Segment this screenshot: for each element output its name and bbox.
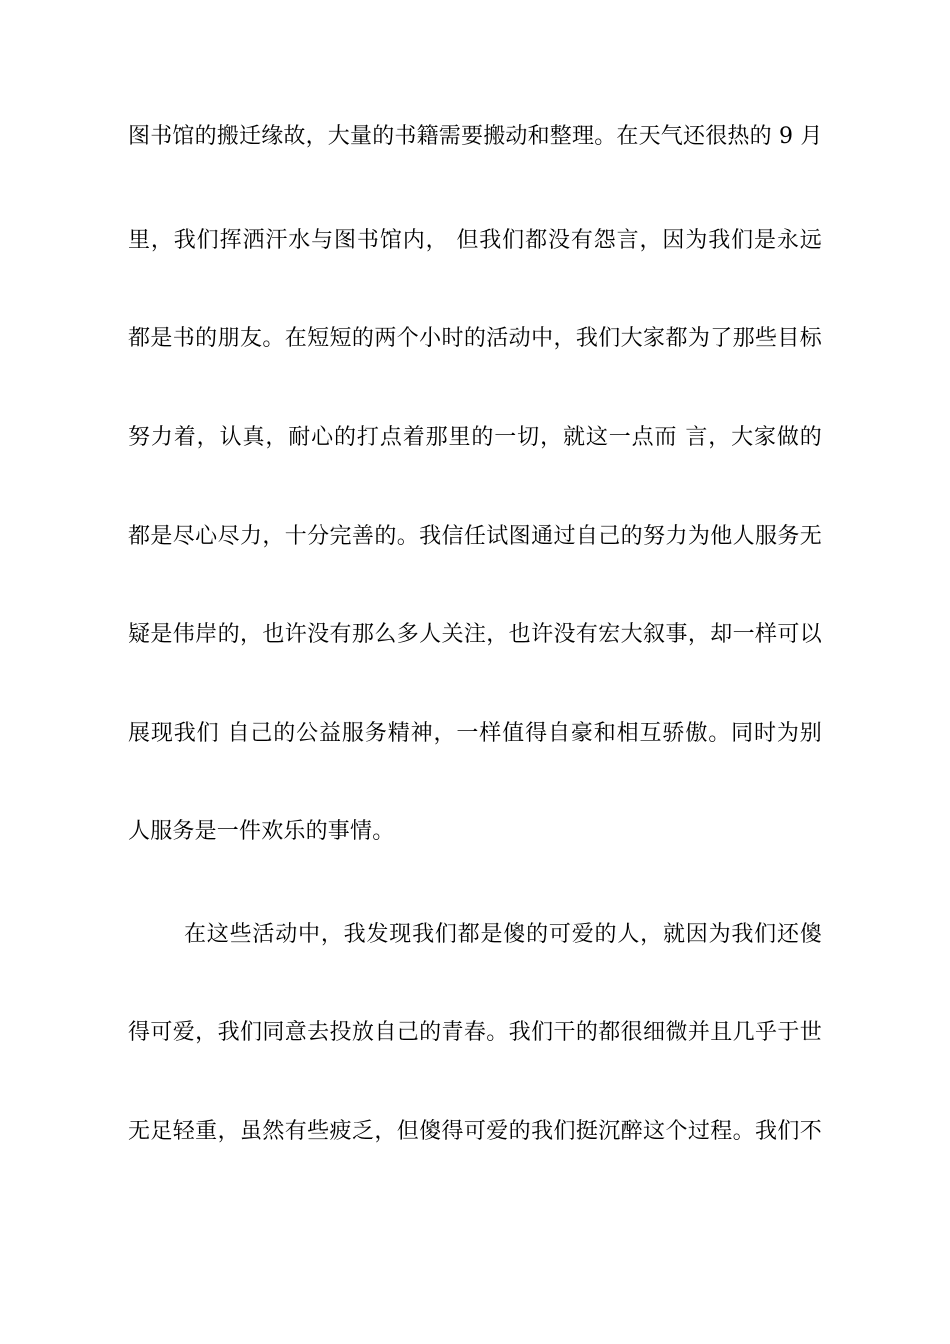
text-line: 图书馆的搬迁缘故，大量的书籍需要搬动和整理。在天气还很热的 9 月 bbox=[128, 124, 823, 149]
text-line: 人服务是一件欢乐的事情。 bbox=[128, 819, 395, 844]
text-line: 无足轻重，虽然有些疲乏，但傻得可爱的我们挺沉醉这个过程。我们不 bbox=[128, 1119, 822, 1144]
text-line: 里，我们挥洒汗水与图书馆内， 但我们都没有怨言，因为我们是永远 bbox=[128, 228, 822, 253]
text-line: 都是尽心尽力，十分完善的。我信任试图通过自己的努力为他人服务无 bbox=[128, 524, 822, 549]
text-line: 疑是伟岸的，也许没有那么多人关注，也许没有宏大叙事，却一样可以 bbox=[128, 622, 822, 647]
text-line: 得可爱，我们同意去投放自己的青春。我们干的都很细微并且几乎于世 bbox=[128, 1020, 822, 1045]
text-line: 努力着，认真，耐心的打点着那里的一切，就这一点而 言，大家做的 bbox=[128, 425, 822, 450]
text-line: 都是书的朋友。在短短的两个小时的活动中，我们大家都为了那些目标 bbox=[128, 326, 822, 351]
text-line: 展现我们 自己的公益服务精神，一样值得自豪和相互骄傲。同时为别 bbox=[128, 721, 822, 746]
text-line: 在这些活动中，我发现我们都是傻的可爱的人，就因为我们还傻 bbox=[184, 922, 822, 947]
